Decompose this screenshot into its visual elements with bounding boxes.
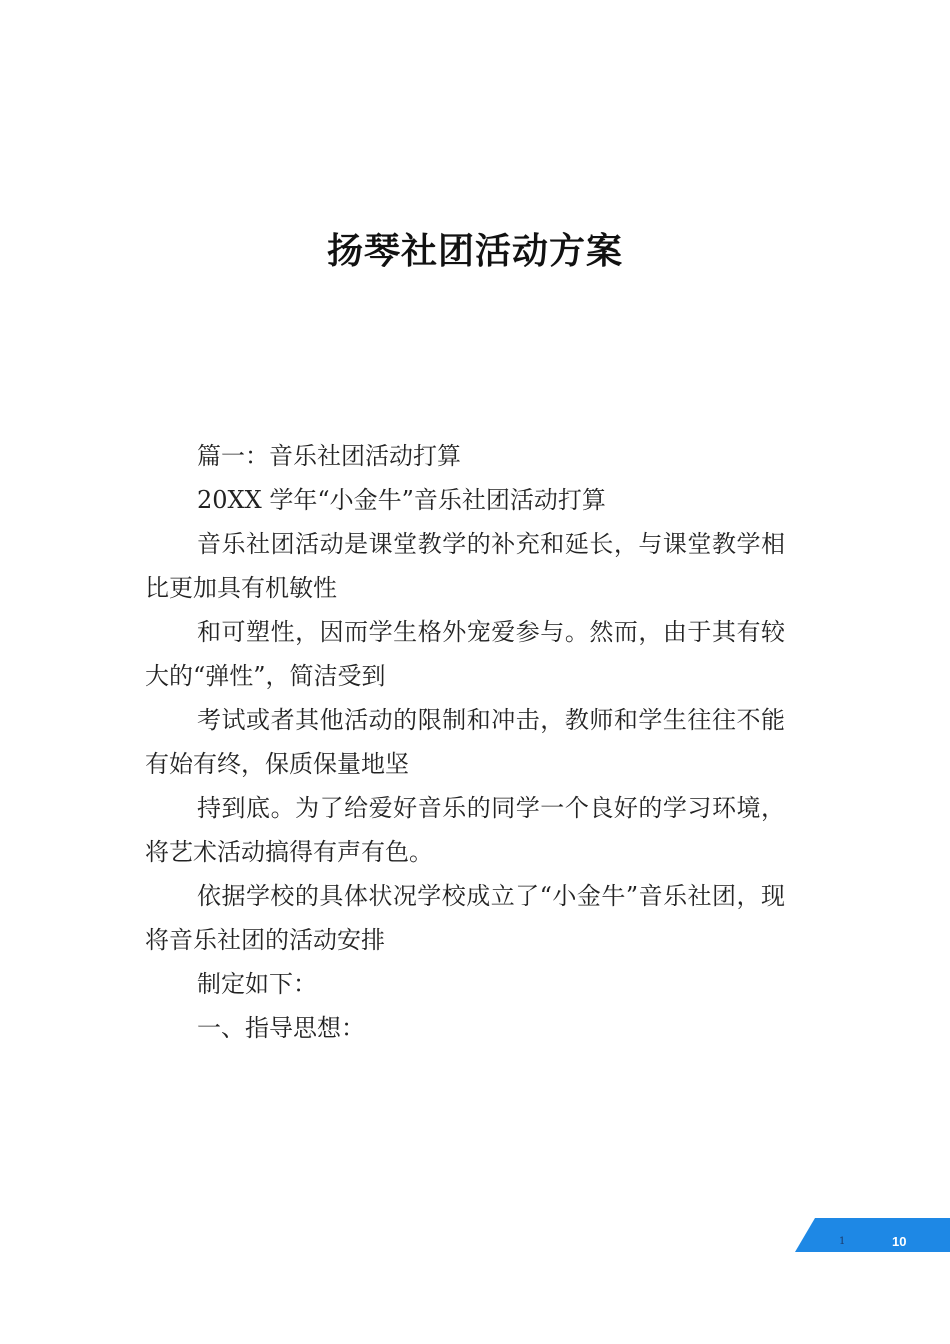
paragraph: 和可塑性，因而学生格外宠爱参与。然而，由于其有较大的“弹性”，简洁受到 — [145, 618, 785, 690]
paragraph: 持到底。为了给爱好音乐的同学一个良好的学习环境，将艺术活动搞得有声有色。 — [145, 794, 785, 866]
paragraph: 篇一：音乐社团活动打算 — [197, 442, 461, 470]
footer-page-tab — [795, 1218, 950, 1252]
document-title: 扬琴社团活动方案 — [326, 231, 623, 272]
footer-page-number: 10 — [892, 1234, 907, 1249]
paragraph: 20XX 学年“小金牛”音乐社团活动打算 — [197, 486, 606, 514]
document-body — [145, 434, 785, 1050]
paragraph: 考试或者其他活动的限制和冲击，教师和学生往往不能有始有终，保质保量地坚 — [145, 706, 785, 778]
paragraph: 制定如下： — [197, 970, 317, 998]
footer-small-number: 1 — [839, 1236, 846, 1247]
paragraph: 一、指导思想： — [197, 1014, 365, 1042]
paragraph: 音乐社团活动是课堂教学的补充和延长，与课堂教学相比更加具有机敏性 — [145, 530, 785, 602]
paragraph: 依据学校的具体状况学校成立了“小金牛”音乐社团，现将音乐社团的活动安排 — [145, 882, 785, 954]
